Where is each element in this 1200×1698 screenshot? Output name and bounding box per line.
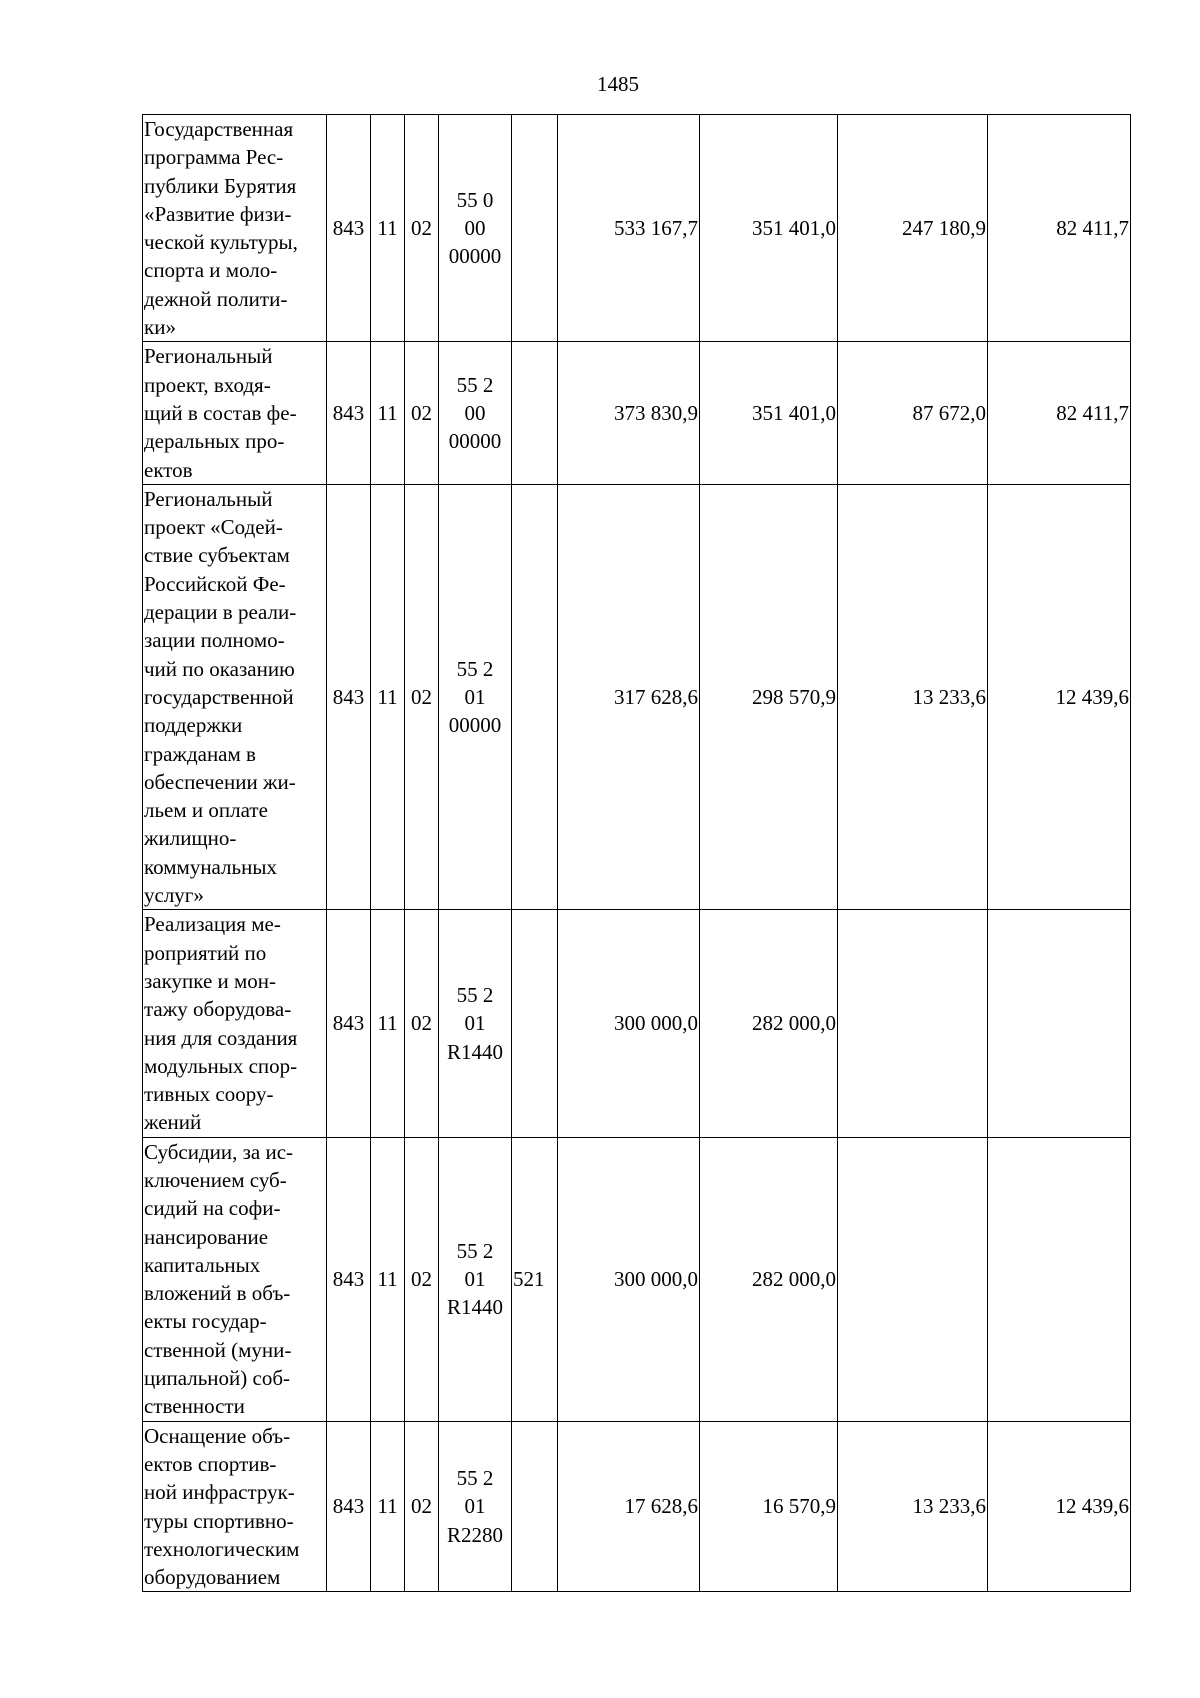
section-code: 11 <box>371 484 405 909</box>
target-article-code <box>439 1421 512 1592</box>
target-article-line: 01 <box>464 1011 486 1036</box>
target-article-line: 00 <box>464 216 486 241</box>
target-article-line: 55 2 <box>456 1238 494 1263</box>
sum-total: 17 628,6 <box>558 1421 700 1592</box>
row-name-line: технологическим <box>144 1536 300 1561</box>
sum-second-federal: 12 439,6 <box>988 484 1131 909</box>
budget-table <box>142 114 1131 1592</box>
row-name <box>143 910 327 1137</box>
ved-code: 843 <box>327 484 371 909</box>
row-name-line: спорта и моло- <box>144 258 278 283</box>
row-name <box>143 484 327 909</box>
section-code: 11 <box>371 1421 405 1592</box>
ved-code: 843 <box>327 342 371 484</box>
table-row <box>143 484 1131 909</box>
row-name-line: поддержки <box>144 713 243 738</box>
row-name-line: Региональный <box>144 486 273 511</box>
table-body <box>143 115 1131 1592</box>
row-name-line: льем и оплате <box>144 798 268 823</box>
target-article-line: R1440 <box>446 1295 503 1320</box>
subsection-code: 02 <box>405 342 439 484</box>
target-article-line: R2280 <box>446 1522 503 1547</box>
sum-second-federal: 82 411,7 <box>988 342 1131 484</box>
target-article-line: 00000 <box>448 244 502 269</box>
row-name-line: проект, входя- <box>144 372 271 397</box>
row-name-line: гражданам в <box>144 741 256 766</box>
sum-federal: 282 000,0 <box>700 910 838 1137</box>
subsection-code: 02 <box>405 1421 439 1592</box>
sum-total: 317 628,6 <box>558 484 700 909</box>
target-article-line: R1440 <box>446 1039 503 1064</box>
target-article-line: 01 <box>464 1494 486 1519</box>
row-name-line: Субсидии, за ис- <box>144 1139 294 1164</box>
sum-federal: 351 401,0 <box>700 115 838 342</box>
row-name-line: чий по оказанию <box>144 656 295 681</box>
table-row <box>143 342 1131 484</box>
row-name-line: услуг» <box>144 883 204 908</box>
section-code: 11 <box>371 1137 405 1421</box>
table-row <box>143 910 1131 1137</box>
sum-second <box>838 1137 988 1421</box>
target-article-line: 55 2 <box>456 983 494 1008</box>
sum-second: 13 233,6 <box>838 1421 988 1592</box>
subsection-code: 02 <box>405 910 439 1137</box>
target-article-code <box>439 342 512 484</box>
row-name-line: дежной полити- <box>144 286 288 311</box>
sum-second: 13 233,6 <box>838 484 988 909</box>
row-name-line: тажу оборудова- <box>144 997 292 1022</box>
expense-type-code <box>512 1421 558 1592</box>
row-name-line: коммунальных <box>144 854 277 879</box>
target-article-code <box>439 115 512 342</box>
sum-second <box>838 910 988 1137</box>
row-name-line: сидий на софи- <box>144 1196 281 1221</box>
ved-code: 843 <box>327 910 371 1137</box>
subsection-code: 02 <box>405 115 439 342</box>
row-name-line: вложений в объ- <box>144 1281 291 1306</box>
row-name-line: ственной (муни- <box>144 1337 292 1362</box>
sum-second: 87 672,0 <box>838 342 988 484</box>
target-article-line: 00000 <box>448 429 502 454</box>
row-name-line: Оснащение объ- <box>144 1423 291 1448</box>
row-name <box>143 115 327 342</box>
target-article-line: 55 0 <box>456 187 494 212</box>
sum-total: 300 000,0 <box>558 1137 700 1421</box>
target-article-code <box>439 1137 512 1421</box>
expense-type-code <box>512 910 558 1137</box>
row-name-line: обеспечении жи- <box>144 769 296 794</box>
target-article-line: 00000 <box>448 713 502 738</box>
sum-total: 533 167,7 <box>558 115 700 342</box>
target-article-code <box>439 484 512 909</box>
row-name-line: екты государ- <box>144 1309 267 1334</box>
section-code: 11 <box>371 115 405 342</box>
sum-second: 247 180,9 <box>838 115 988 342</box>
row-name-line: оборудованием <box>144 1565 281 1590</box>
row-name-line: ектов спортив- <box>144 1451 277 1476</box>
row-name-line: проект «Содей- <box>144 515 283 540</box>
sum-second-federal <box>988 910 1131 1137</box>
row-name-line: Государственная <box>144 117 294 141</box>
row-name-line: модульных спор- <box>144 1053 298 1078</box>
expense-type-code <box>512 484 558 909</box>
row-name-line: жилищно- <box>144 826 237 851</box>
row-name-line: Реализация ме- <box>144 912 281 937</box>
row-name-line: государственной <box>144 684 294 709</box>
row-name-line: ектов <box>144 457 193 482</box>
row-name-line: Региональный <box>144 344 273 369</box>
row-name-line: ципальной) соб- <box>144 1366 290 1391</box>
row-name-line: нансирование <box>144 1224 269 1249</box>
target-article-line: 55 2 <box>456 1466 494 1491</box>
sum-federal: 16 570,9 <box>700 1421 838 1592</box>
target-article-code <box>439 910 512 1137</box>
row-name-line: щий в состав фе- <box>144 400 297 425</box>
row-name <box>143 1421 327 1592</box>
row-name-line: капитальных <box>144 1252 261 1277</box>
row-name-line: деральных про- <box>144 429 285 454</box>
sum-second-federal: 12 439,6 <box>988 1421 1131 1592</box>
table-row <box>143 115 1131 342</box>
table-row <box>143 1137 1131 1421</box>
sum-federal: 298 570,9 <box>700 484 838 909</box>
row-name-line: ственности <box>144 1394 245 1419</box>
row-name-line: ки» <box>144 315 176 340</box>
expense-type-code <box>512 115 558 342</box>
row-name-line: ния для создания <box>144 1025 298 1050</box>
expense-type-code: 521 <box>512 1137 558 1421</box>
section-code: 11 <box>371 910 405 1137</box>
row-name-line: ключением суб- <box>144 1167 287 1192</box>
sum-federal: 282 000,0 <box>700 1137 838 1421</box>
target-article-line: 00 <box>464 400 486 425</box>
sum-total: 300 000,0 <box>558 910 700 1137</box>
ved-code: 843 <box>327 1137 371 1421</box>
row-name <box>143 1137 327 1421</box>
ved-code: 843 <box>327 115 371 342</box>
expense-type-code <box>512 342 558 484</box>
row-name-line: Российской Фе- <box>144 571 286 596</box>
target-article-line: 55 2 <box>456 372 494 397</box>
target-article-line: 01 <box>464 684 486 709</box>
target-article-line: 01 <box>464 1267 486 1292</box>
table-row <box>143 1421 1131 1592</box>
row-name-line: ствие субъектам <box>144 543 290 568</box>
page-number: 1485 <box>597 72 639 96</box>
section-code: 11 <box>371 342 405 484</box>
row-name-line: тивных соору- <box>144 1082 274 1107</box>
row-name <box>143 342 327 484</box>
sum-second-federal <box>988 1137 1131 1421</box>
row-name-line: ческой культуры, <box>144 230 298 255</box>
ved-code: 843 <box>327 1421 371 1592</box>
subsection-code: 02 <box>405 484 439 909</box>
row-name-line: зации полномо- <box>144 628 285 653</box>
sum-second-federal: 82 411,7 <box>988 115 1131 342</box>
row-name-line: публики Бурятия <box>144 173 297 198</box>
row-name-line: роприятий по <box>144 940 267 965</box>
sum-federal: 351 401,0 <box>700 342 838 484</box>
row-name-line: «Развитие физи- <box>144 201 292 226</box>
row-name-line: жений <box>144 1110 202 1135</box>
row-name-line: программа Рес- <box>144 145 284 170</box>
row-name-line: закупке и мон- <box>144 968 277 993</box>
row-name-line: туры спортивно- <box>144 1508 294 1533</box>
subsection-code: 02 <box>405 1137 439 1421</box>
target-article-line: 55 2 <box>456 656 494 681</box>
row-name-line: ной инфраструк- <box>144 1480 295 1505</box>
sum-total: 373 830,9 <box>558 342 700 484</box>
row-name-line: дерации в реали- <box>144 600 297 625</box>
